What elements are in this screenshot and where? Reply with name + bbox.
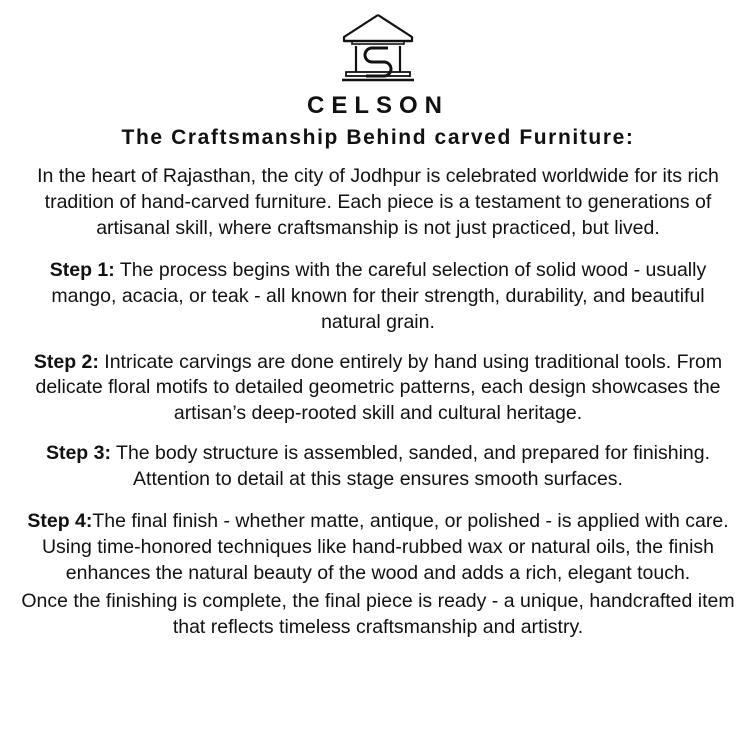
step-label: Step 4: [27, 510, 93, 533]
paragraph-intro [20, 164, 736, 242]
page-title: The Craftsmanship Behind carved Furniture: [121, 126, 635, 149]
paragraph-text: Once the finishing is complete, the final piece is ready - a unique, handcrafted item that reflects timeless craftsmanship and artistry. [21, 589, 735, 638]
brand-name: CELSON [306, 92, 449, 119]
step-label: Step 1: [49, 258, 115, 281]
paragraph-text: The process begins with the careful selection of solid wood - usually mango, acacia, or teak - all known for their strength, durability, and beautiful natural grain. [51, 258, 707, 333]
paragraph-step-1 [20, 258, 736, 336]
brand-logo [336, 10, 420, 88]
paragraph-text: The final finish - whether matte, antique, or polished - is applied with care. Using time-honored techniques like hand-rubbed wax or natural oils, the finish enhances the natural beauty of the wood and adds a rich, elegant touch. [41, 510, 729, 584]
paragraph-step-4 [20, 509, 736, 587]
paragraph-text: In the heart of Rajasthan, the city of Jodhpur is celebrated worldwide for its rich tradition of hand-carved furniture. Each piece is a testament to generations of artisanal skill, where craftsmanship is not just practiced, but lived. [37, 165, 719, 239]
paragraph-text: The body structure is assembled, sanded, and prepared for finishing. Attention to detail at this stage ensures smooth surfaces. [110, 442, 711, 491]
paragraph-step-2 [20, 350, 736, 428]
house-emblem-icon [336, 10, 420, 88]
paragraph-text: Intricate carvings are done entirely by hand using traditional tools. From delicate floral motifs to detailed geometric patterns, each design showcases the artisan’s deep-rooted skill and cultural heritage. [35, 350, 723, 425]
paragraph-closing [20, 589, 736, 641]
paragraph-step-3 [20, 441, 736, 493]
step-label: Step 3: [45, 442, 111, 465]
step-label: Step 2: [33, 350, 99, 373]
